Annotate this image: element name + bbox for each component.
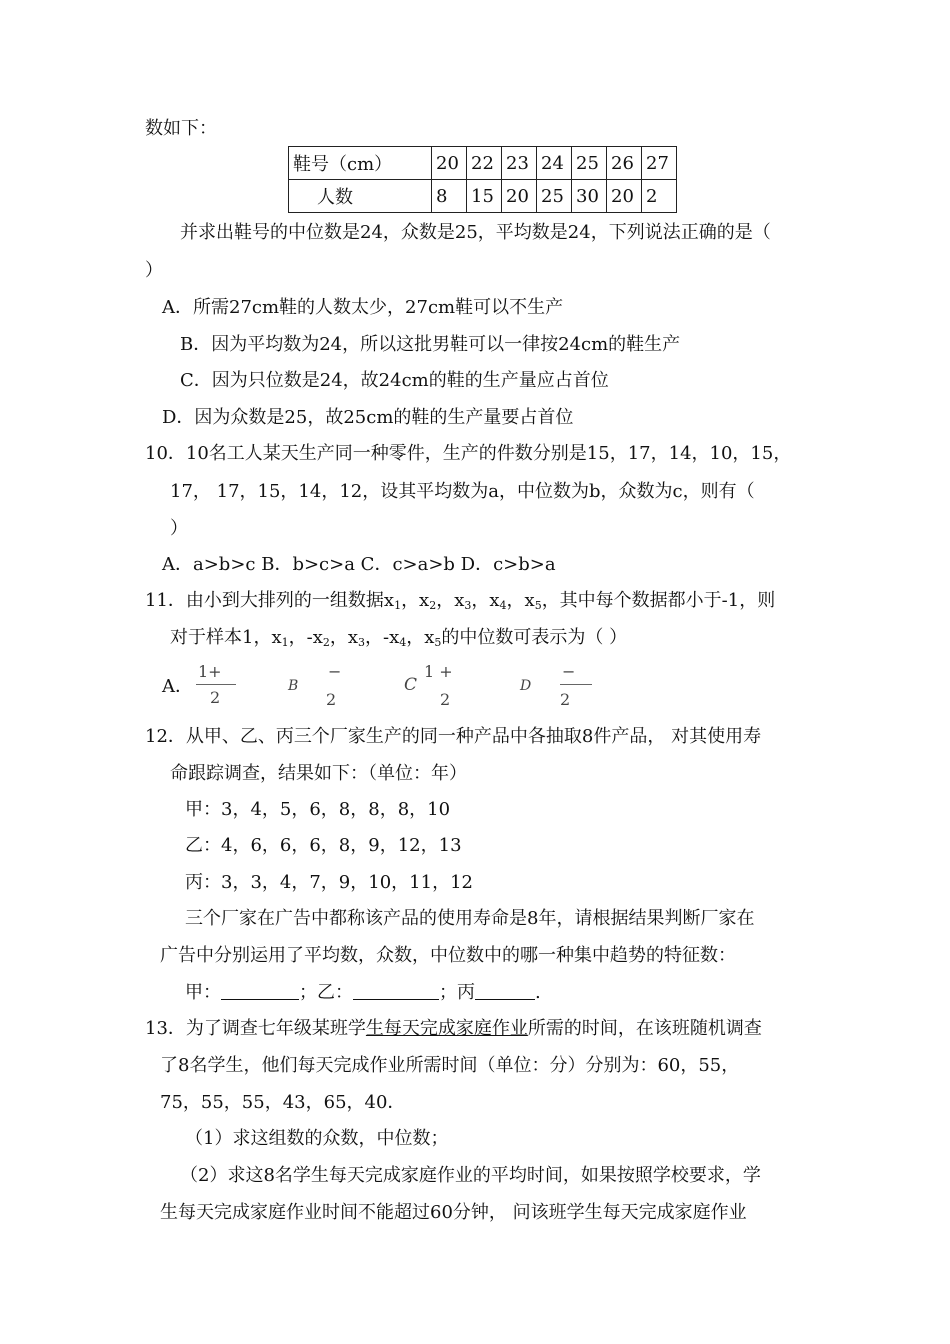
table-cell: 20 [432, 147, 467, 180]
table-cell: 26 [607, 147, 642, 180]
table-cell: 22 [467, 147, 502, 180]
table-row [289, 147, 677, 180]
answer-blank-jia[interactable] [221, 983, 299, 1000]
q9-stem-line2: ） [145, 260, 163, 281]
q12-line2: 命跟踪调查，结果如下：（单位：年） [170, 763, 467, 784]
q12-yi-data: 乙：4，6，6，6，8，9，12，13 [185, 835, 462, 856]
q11-option-c-numerator: 1 + [424, 662, 453, 681]
table-cell: 8 [432, 180, 467, 213]
table-cell: 20 [502, 180, 537, 213]
q10-options: A．a>b>c B．b>c>a C．c>a>b D．c>b>a [162, 554, 556, 575]
q9-option-b: B．因为平均数为24，所以这批男鞋可以一律按24cm的鞋生产 [180, 334, 681, 355]
q11-option-b-numerator: − [328, 662, 342, 681]
q12-bing-data: 丙：3，3，4，7，9，10，11，12 [185, 872, 473, 893]
answer-blank-yi[interactable] [353, 983, 439, 1000]
table-cell: 2 [642, 180, 677, 213]
q12-jia-data: 甲：3，4，5，6，8，8，8，10 [185, 799, 451, 820]
q10-line3: ） [170, 518, 188, 539]
q11-line2: 对于样本1，$x_1$，$-x_2$，$x_3$，$-x_4$，$x_5$的中位数可表示为（ ） [170, 627, 628, 649]
q13-line3: 75，55，55，43，65，40． [160, 1092, 406, 1113]
table-cell: 23 [502, 147, 537, 180]
q11-line1: 11．由小到大排列的一组数据$x_1$，$x_2$，$x_3$，$x_4$，$x_5$，其中每个数据都小于-1，则 [145, 590, 776, 612]
q11-option-d-numerator: − [562, 662, 576, 681]
table-cell: 20 [607, 180, 642, 213]
q11-option-b-label: B [288, 678, 299, 694]
table-cell: 25 [537, 180, 572, 213]
table-header-cell: 鞋号（cm） [289, 147, 432, 180]
answer-blank-bing[interactable] [475, 983, 535, 1000]
q13-line2: 了8名学生，他们每天完成作业所需时间（单位：分）分别为：60，55， [160, 1055, 740, 1076]
q11-option-c-label: C [404, 675, 418, 695]
intro-text: 数如下： [145, 118, 217, 139]
q12-answer-line: 甲： ；乙： ；丙 . [185, 982, 541, 1003]
table-header-cell: 人数 [289, 180, 432, 213]
table-row [289, 180, 677, 213]
q10-line2: 17， 17，15，14，12，设其平均数为a，中位数为b，众数为c，则有（ [170, 481, 755, 502]
q11-option-d-denominator: 2 [560, 690, 571, 709]
q11-option-b-denominator: 2 [326, 690, 337, 709]
q11-option-c-denominator: 2 [440, 690, 451, 709]
q13-line1: 13．为了调查七年级某班学生每天完成家庭作业所需的时间，在该班随机调查 [145, 1018, 762, 1039]
q9-option-c: C．因为只位数是24，故24cm的鞋的生产量应占首位 [180, 370, 609, 391]
q11-option-a-numerator: 1+ [198, 662, 222, 681]
table-cell: 27 [642, 147, 677, 180]
q9-option-d: D．因为众数是25，故25cm的鞋的生产量要占首位 [162, 407, 574, 428]
q12-line3: 三个厂家在广告中都称该产品的使用寿命是8年，请根据结果判断厂家在 [185, 908, 755, 929]
table-cell: 25 [572, 147, 607, 180]
shoe-size-table [288, 146, 677, 213]
q13-sub2-line2: 生每天完成家庭作业时间不能超过60分钟， 问该班学生每天完成家庭作业 [160, 1202, 747, 1223]
q9-stem-line1: 并求出鞋号的中位数是24，众数是25，平均数是24，下列说法正确的是（ [180, 222, 771, 243]
q12-line4: 广告中分别运用了平均数，众数，中位数中的哪一种集中趋势的特征数： [160, 945, 736, 966]
table-cell: 30 [572, 180, 607, 213]
table-cell: 15 [467, 180, 502, 213]
q12-line1: 12．从甲、乙、丙三个厂家生产的同一种产品中各抽取8件产品， 对其使用寿 [145, 726, 762, 747]
table-cell: 24 [537, 147, 572, 180]
q9-option-a: A．所需27cm鞋的人数太少，27cm鞋可以不生产 [162, 297, 564, 318]
fraction-bar [196, 684, 236, 685]
q13-sub1: （1）求这组数的众数，中位数； [185, 1128, 449, 1149]
q11-option-a-denominator: 2 [210, 688, 221, 707]
q11-option-a-label: A． [162, 676, 193, 697]
q13-sub2-line1: （2）求这8名学生每天完成家庭作业的平均时间，如果按照学校要求，学 [180, 1165, 761, 1186]
fraction-bar [560, 684, 592, 685]
q11-option-d-label: D [520, 678, 532, 694]
q10-line1: 10．10名工人某天生产同一种零件，生产的件数分别是15，17，14，10，15， [145, 443, 792, 464]
